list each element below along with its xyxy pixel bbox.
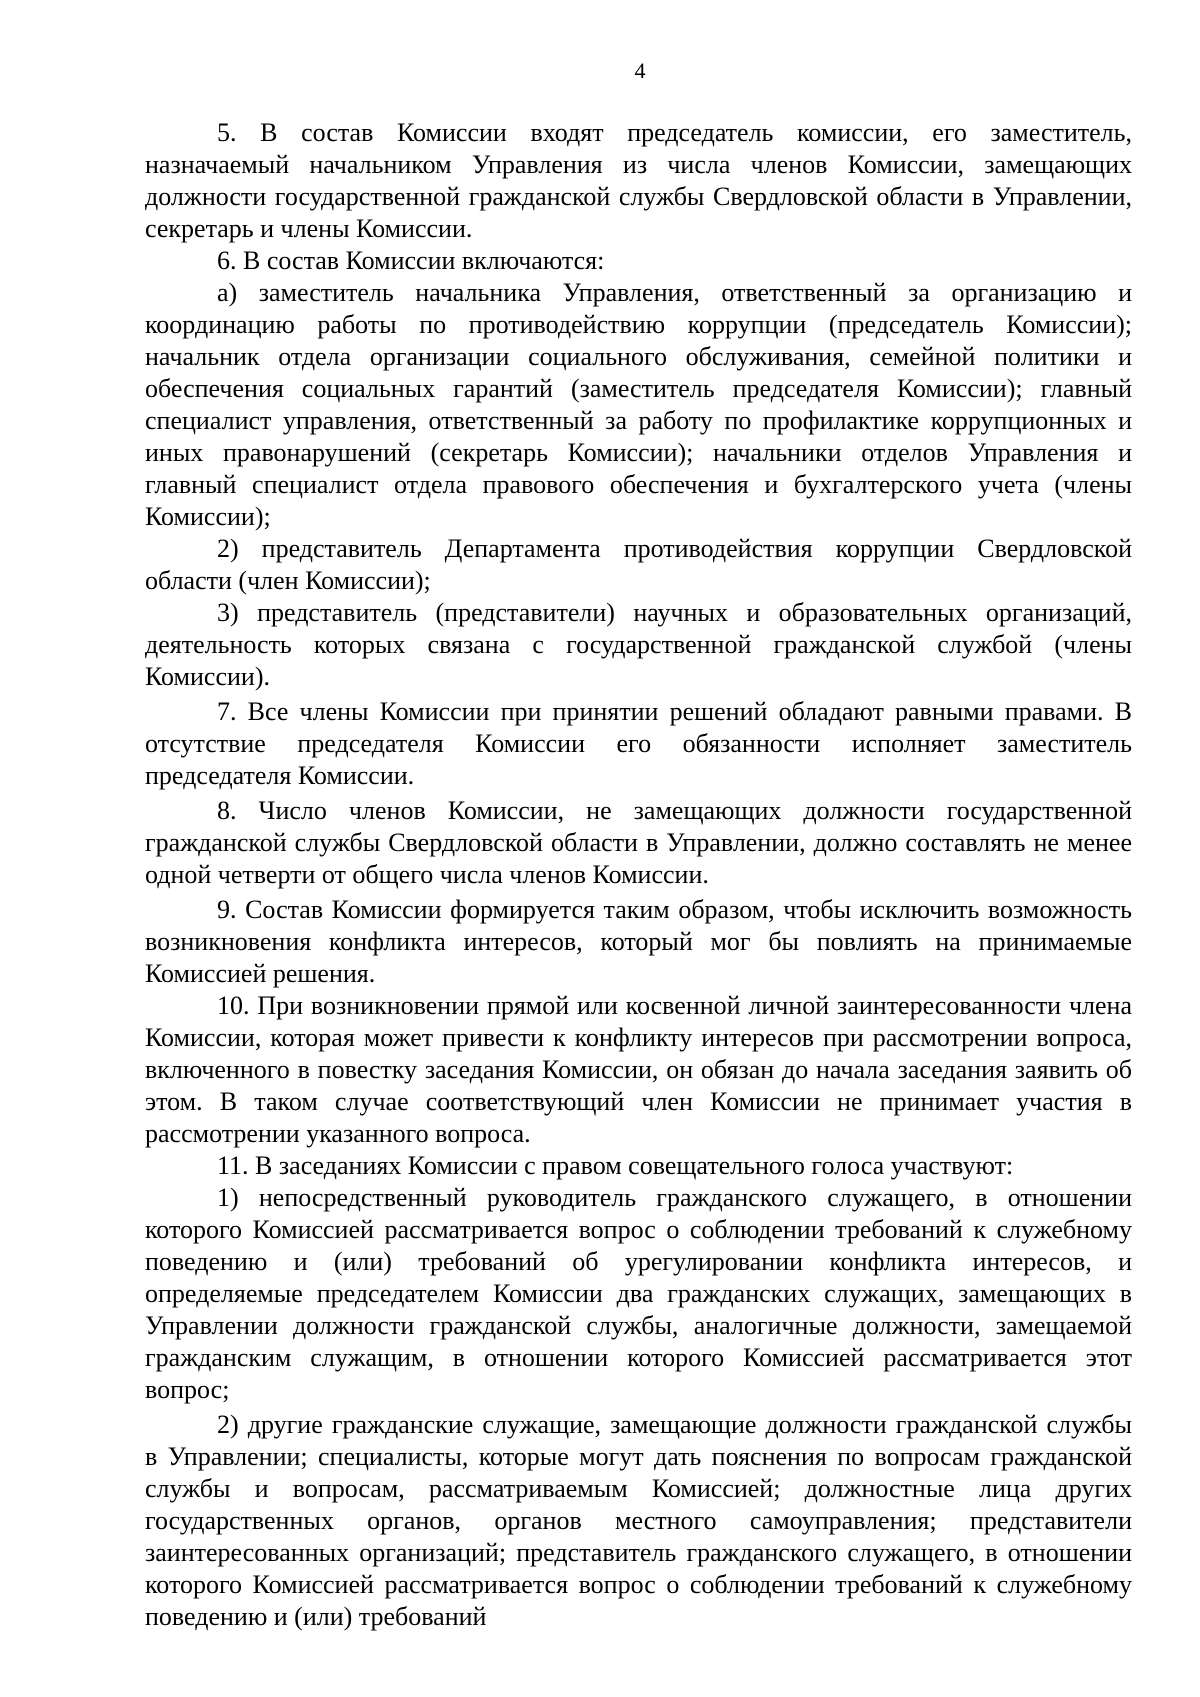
document-body <box>145 117 1132 1633</box>
paragraph-6: 6. В состав Комиссии включаются: <box>217 246 605 275</box>
paragraph-8: 8. Число членов Комиссии, не замещающих должности государственной гражданской службы Свердловской области в Управлении, должно составлять не менее одной четверти от общего числа членов Комиссии. <box>145 796 1132 889</box>
paragraph-5: 5. В состав Комиссии входят председатель комиссии, его заместитель, назначаемый начальником Управления из числа членов Комиссии, замещающих должности государственной гражданской службы Свердловской области в Управлении, секретарь и члены Комиссии. <box>145 118 1132 243</box>
paragraph-6a: а) заместитель начальника Управления, ответственный за организацию и координацию работы по противодействию коррупции (председатель Комиссии); начальник отдела организации социального обслуживания, семейной политики и обеспечения социальных гарантий (заместитель председателя Комиссии); главный специалист управления, ответственный за работу по профилактике коррупционных и иных правонарушений (секретарь Комиссии); начальники отделов Управления и главный специалист отдела правового обеспечения и бухгалтерского учета (члены Комиссии); <box>145 278 1132 531</box>
paragraph-9: 9. Состав Комиссии формируется таким образом, чтобы исключить возможность возникновения конфликта интересов, который мог бы повлиять на принимаемые Комиссией решения. <box>145 895 1132 988</box>
paragraph-11-1: 1) непосредственный руководитель гражданского служащего, в отношении которого Комиссией рассматривается вопрос о соблюдении требований к служебному поведению и (или) требований об урегулировании конфликта интересов, и определяемые председателем Комиссии два гражданских служащих, замещающих в Управлении должности гражданской службы, аналогичные должности, замещаемой гражданским служащим, в отношении которого Комиссией рассматривается этот вопрос; <box>145 1183 1132 1404</box>
paragraph-10: 10. При возникновении прямой или косвенной личной заинтересованности члена Комиссии, которая может привести к конфликту интересов при рассмотрении вопроса, включенного в повестку заседания Комиссии, он обязан до начала заседания заявить об этом. В таком случае соответствующий член Комиссии не принимает участия в рассмотрении указанного вопроса. <box>145 991 1132 1148</box>
paragraph-7: 7. Все члены Комиссии при принятии решений обладают равными правами. В отсутствие председателя Комиссии его обязанности исполняет заместитель председателя Комиссии. <box>145 697 1132 790</box>
paragraph-11-2: 2) другие гражданские служащие, замещающие должности гражданской службы в Управлении; специалисты, которые могут дать пояснения по вопросам гражданской службы и вопросам, рассматриваемым Комиссией; должностные лица других государственных органов, органов местного самоуправления; представители заинтересованных организаций; представитель гражданского служащего, в отношении которого Комиссией рассматривается вопрос о соблюдении требований к служебному поведению и (или) требований <box>145 1410 1132 1631</box>
paragraph-11: 11. В заседаниях Комиссии с правом совещательного голоса участвуют: <box>217 1151 1014 1180</box>
paragraph-6-2: 2) представитель Департамента противодействия коррупции Свердловской области (член Комиссии); <box>145 534 1132 595</box>
page-number: 4 <box>634 58 646 83</box>
paragraph-6-3: 3) представитель (представители) научных и образовательных организаций, деятельность которых связана с государственной гражданской службой (члены Комиссии). <box>145 598 1132 691</box>
